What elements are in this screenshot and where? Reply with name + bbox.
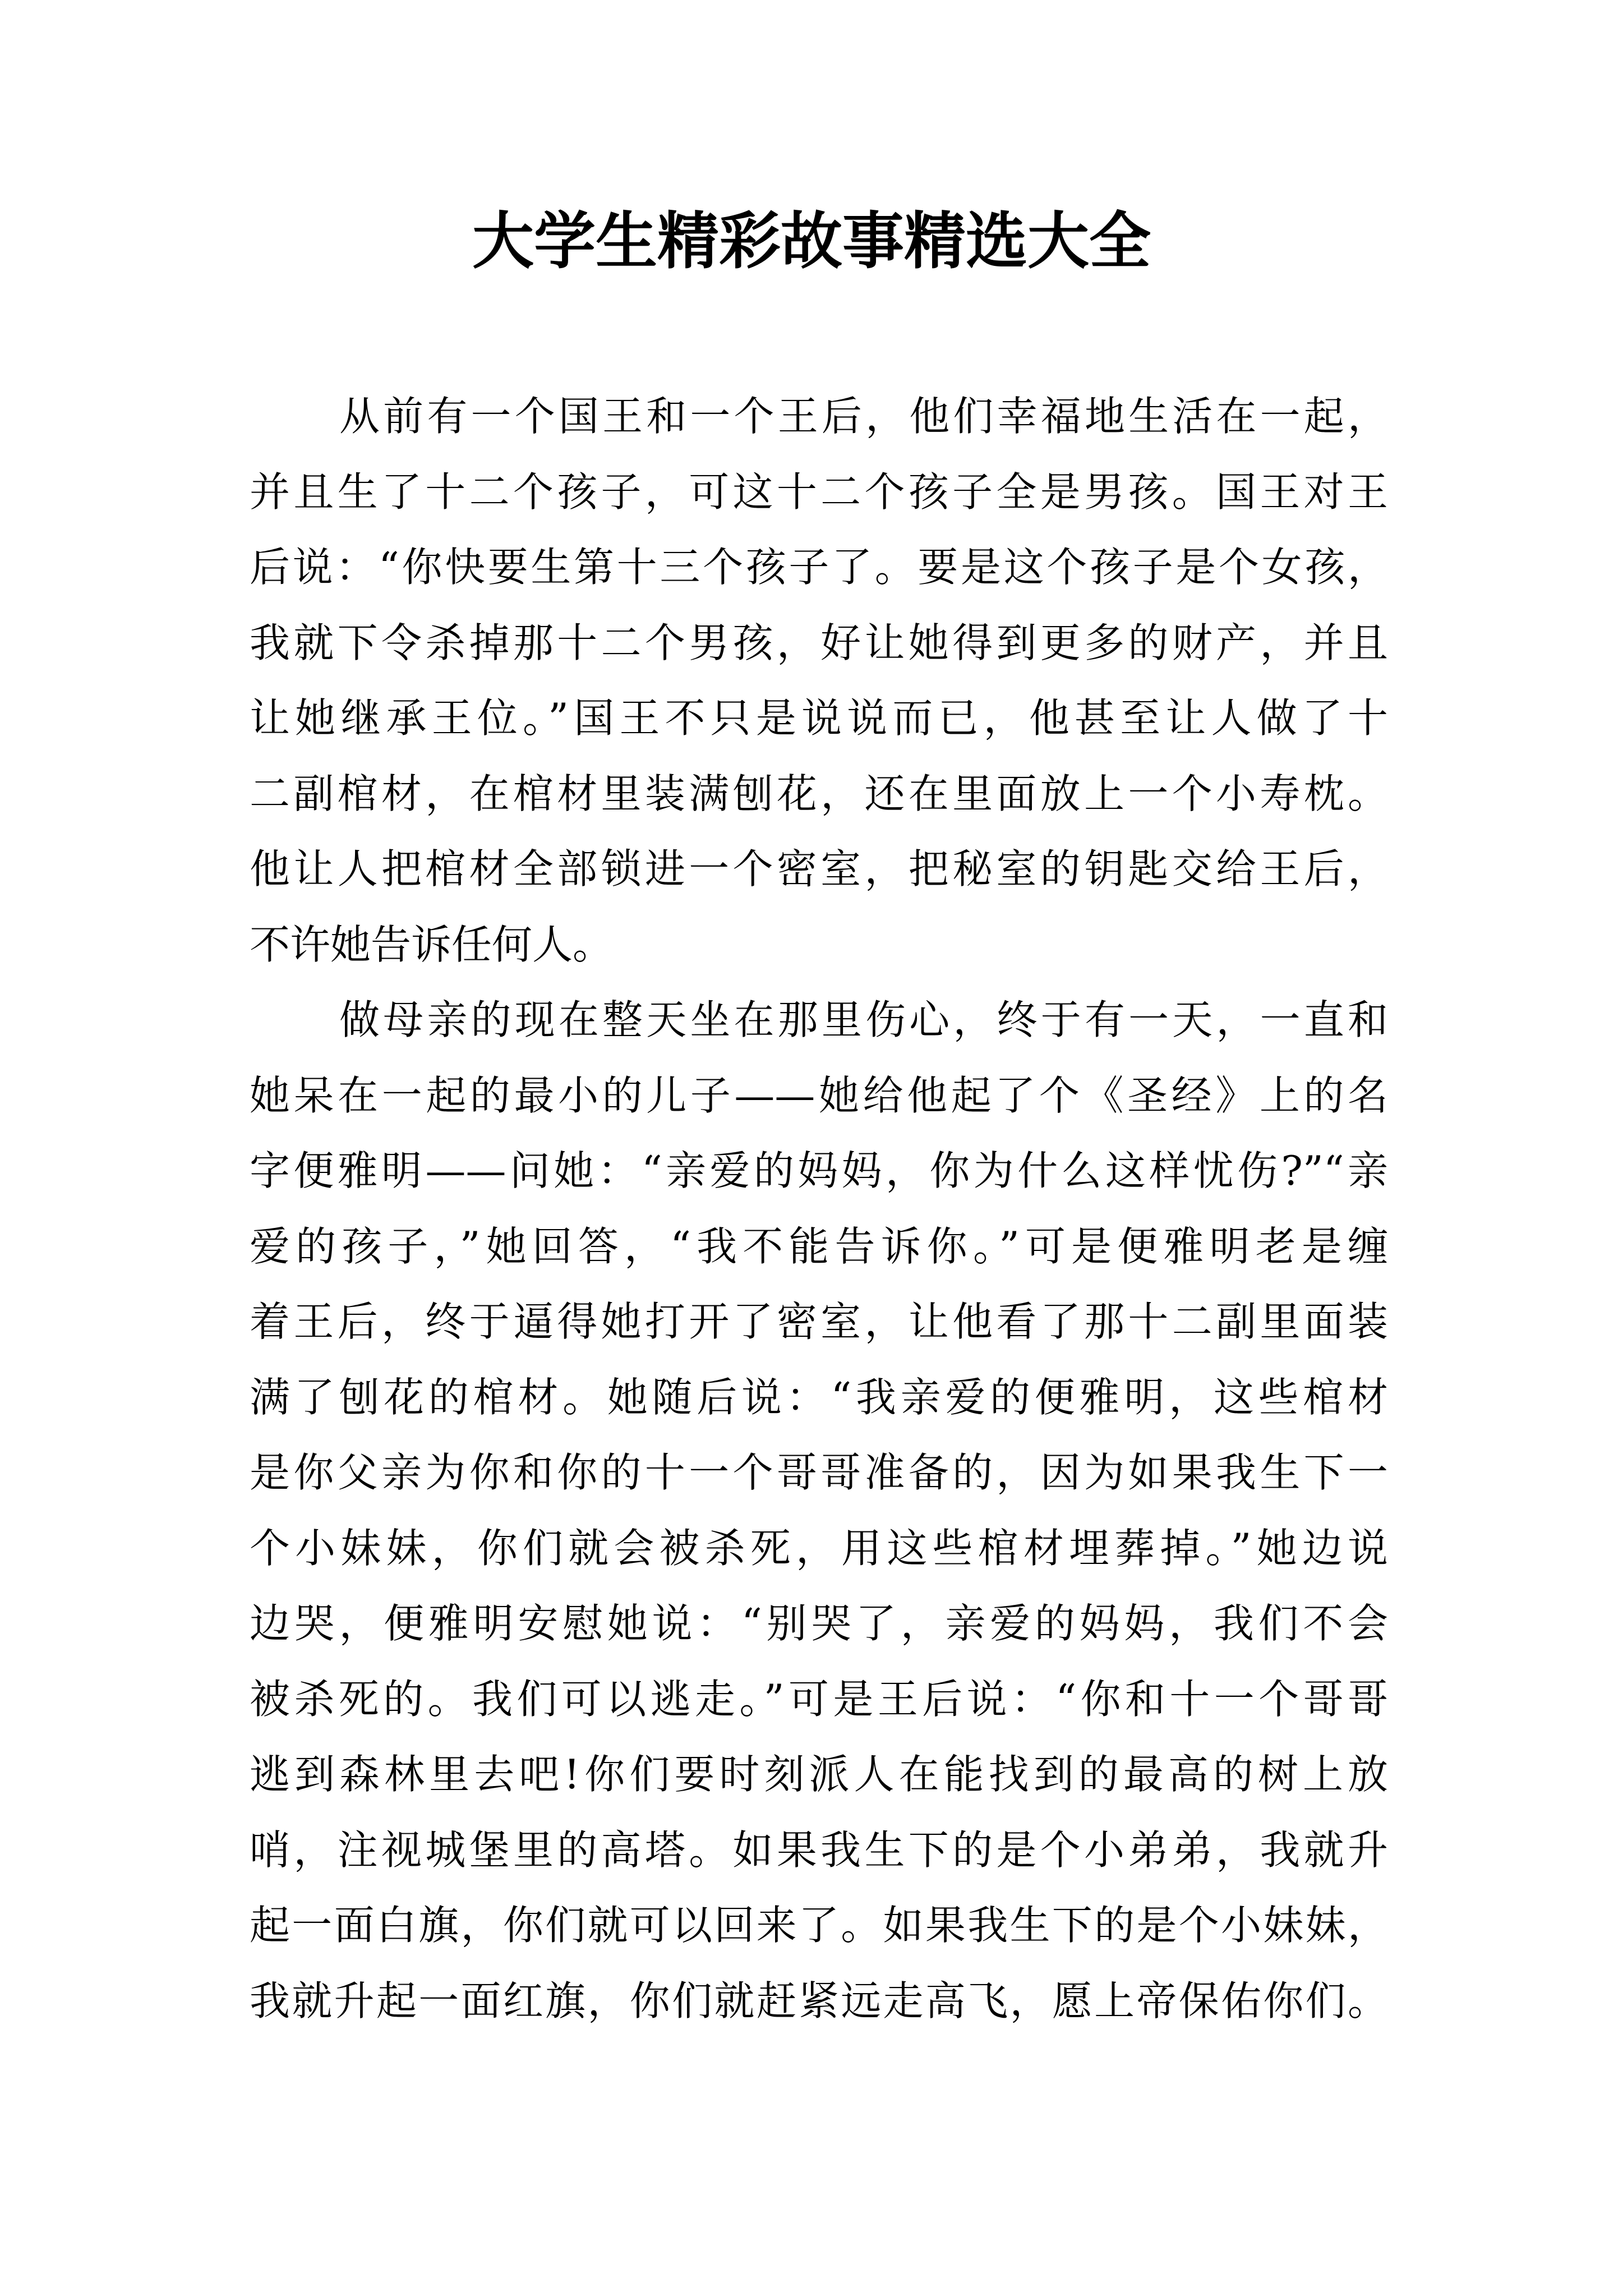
paragraph <box>250 379 1388 982</box>
text-line: 满了刨花的棺材。她随后说：“我亲爱的便雅明，这些棺材 <box>250 1373 1388 1421</box>
text-line: 被杀死的。我们可以逃走。”可是王后说：“你和十一个哥哥 <box>250 1675 1388 1723</box>
text-line: 边哭，便雅明安慰她说：“别哭了，亲爱的妈妈，我们不会 <box>250 1600 1388 1647</box>
text-line: 让她继承王位。”国王不只是说说而已，他甚至让人做了十 <box>250 694 1388 742</box>
text-line: 从前有一个国王和一个王后，他们幸福地生活在一起， <box>339 393 1388 440</box>
text-line: 并且生了十二个孩子，可这十二个孩子全是男孩。国王对王 <box>250 468 1388 516</box>
text-line: 不许她告诉任何人。 <box>250 921 614 968</box>
document-body <box>250 379 1388 2039</box>
text-line: 爱的孩子，”她回答，“我不能告诉你。”可是便雅明老是缠 <box>250 1222 1388 1270</box>
text-line: 她呆在一起的最小的儿子——她给他起了个《圣经》上的名 <box>250 1071 1388 1119</box>
text-line: 着王后，终于逼得她打开了密室，让他看了那十二副里面装 <box>250 1298 1388 1345</box>
text-line: 二副棺材，在棺材里装满刨花，还在里面放上一个小寿枕。 <box>250 770 1388 817</box>
text-line: 是你父亲为你和你的十一个哥哥准备的，因为如果我生下一 <box>250 1449 1388 1496</box>
text-line: 哨，注视城堡里的高塔。如果我生下的是个小弟弟，我就升 <box>250 1826 1388 1874</box>
paragraph <box>250 982 1388 2039</box>
text-line: 我就下令杀掉那十二个男孩，好让她得到更多的财产，并且 <box>250 619 1388 666</box>
text-line: 逃到森林里去吧!你们要时刻派人在能找到的最高的树上放 <box>250 1751 1388 1798</box>
document-title: 大学生精彩故事精选大全 <box>472 205 1151 277</box>
text-line: 个小妹妹，你们就会被杀死，用这些棺材埋葬掉。”她边说 <box>250 1524 1388 1572</box>
text-line: 他让人把棺材全部锁进一个密室，把秘室的钥匙交给王后， <box>250 845 1388 892</box>
text-line: 起一面白旗，你们就可以回来了。如果我生下的是个小妹妹， <box>250 1902 1388 1949</box>
text-line: 做母亲的现在整天坐在那里伤心，终于有一天，一直和 <box>339 996 1388 1043</box>
text-line: 后说：“你快要生第十三个孩子了。要是这个孩子是个女孩， <box>250 544 1388 591</box>
text-line: 我就升起一面红旗，你们就赶紧远走高飞，愿上帝保佑你们。 <box>250 1977 1388 2024</box>
text-line: 字便雅明——问她：“亲爱的妈妈，你为什么这样忧伤?”“亲 <box>250 1147 1388 1194</box>
